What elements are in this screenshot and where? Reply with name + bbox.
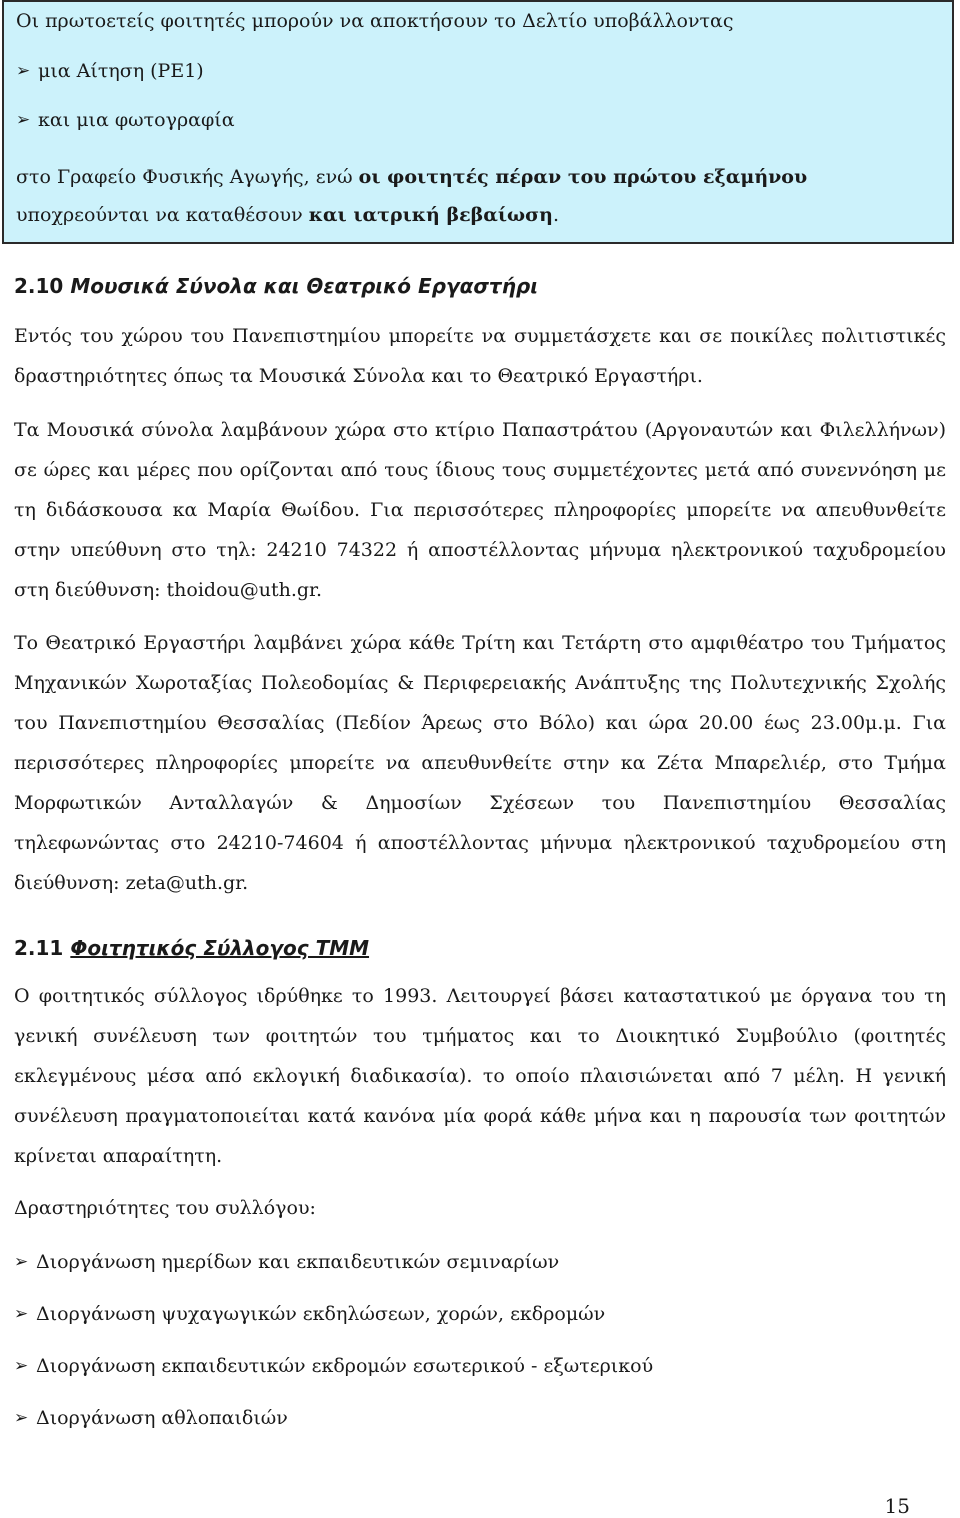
section-title: Μουσικά Σύνολα και Θεατρικό Εργαστήρι (70, 274, 539, 298)
arrow-bullet-icon: ➢ (14, 1356, 29, 1376)
box-bullet-application (16, 60, 940, 82)
box-bullet-photo (16, 109, 940, 131)
arrow-bullet-icon: ➢ (16, 61, 31, 81)
list-item: ➢ Διοργάνωση ψυχαγωγικών εκδηλώσεων, χορών, εκδρομών (14, 1303, 606, 1325)
arrow-bullet-icon: ➢ (16, 110, 31, 130)
box-closing: στο Γραφείο Φυσικής Αγωγής, ενώ οι φοιτητές πέραν του πρώτου εξαμήνου υποχρεούνται να καταθέσουν και ιατρική βεβαίωση. (16, 166, 808, 226)
box-closing-bold: οι φοιτητές πέραν του πρώτου εξαμήνου (358, 166, 808, 188)
list-item: ➢ Διοργάνωση αθλοπαιδιών (14, 1407, 288, 1429)
paragraph: Το Θεατρικό Εργαστήρι λαμβάνει χώρα κάθε Τρίτη και Τετάρτη στο αμφιθέατρο του Τμήματος Μηχανικών Χωροταξίας Πολεοδομίας & Περιφερειακής Ανάπτυξης της Πολυτεχνικής Σχολής του Πανεπιστημίου Θεσσαλίας (Πεδίον Άρεως στο Βόλο) και ώρα 20.00 έως 23.00μ.μ. Για περισσότερες πληροφορίες μπορείτε να απευθυνθείτε στην κα Ζέτα Μπαρελιέρ, στο Τμήμα Μορφωτικών Ανταλλαγών & Δημοσίων Σχέσεων του Πανεπιστημίου Θεσσαλίας τηλεφωνώντας στο 24210-74604 ή αποστέλλοντας μήνυμα ηλεκτρονικού ταχυδρομείου στη διεύθυνση: zeta@uth.gr. (14, 632, 946, 894)
section-heading-2-11 (14, 936, 369, 960)
activities-label: Δραστηριότητες του συλλόγου: (14, 1197, 316, 1219)
section-title: Φοιτητικός Σύλλογος ΤΜΜ (70, 936, 370, 960)
box-bullet-text: μια Αίτηση (PE1) (38, 60, 204, 82)
page-number: 15 (884, 1494, 910, 1518)
section-heading-2-10 (14, 274, 538, 298)
box-closing-bold: και ιατρική βεβαίωση (308, 204, 553, 226)
paragraph: Τα Μουσικά σύνολα λαμβάνουν χώρα στο κτίριο Παπαστράτου (Αργοναυτών και Φιλελλήνων) σε ώρες και μέρες που ορίζονται από τους ίδιους τους συμμετέχοντες μετά από συνεννόηση με τη διδάσκουσα κα Μαρία Θωίδου. Για περισσότερες πληροφορίες μπορείτε να απευθυνθείτε στην υπεύθυνη στο τηλ: 24210 74322 ή αποστέλλοντας μήνυμα ηλεκτρονικού ταχυδρομείου στη διεύθυνση: thoidou@uth.gr. (14, 419, 946, 601)
highlight-box (2, 0, 954, 244)
arrow-bullet-icon: ➢ (14, 1304, 29, 1324)
activities-list (14, 1236, 653, 1444)
box-intro: Οι πρωτοετείς φοιτητές μπορούν να αποκτήσουν το Δελτίο υποβάλλοντας (16, 10, 734, 32)
list-item: ➢ Διοργάνωση ημερίδων και εκπαιδευτικών σεμιναρίων (14, 1251, 560, 1273)
paragraph: Εντός του χώρου του Πανεπιστημίου μπορείτε να συμμετάσχετε και σε ποικίλες πολιτιστικές δραστηριότητες όπως τα Μουσικά Σύνολα και το Θεατρικό Εργαστήρι. (14, 325, 946, 387)
box-bullet-text: και μια φωτογραφία (38, 109, 235, 131)
section-number: 2.11 (14, 936, 64, 960)
arrow-bullet-icon: ➢ (14, 1252, 29, 1272)
paragraph: Ο φοιτητικός σύλλογος ιδρύθηκε το 1993. Λειτουργεί βάσει καταστατικού με όργανα του τη γενική συνέλευση των φοιτητών του τμήματος και το Διοικητικό Συμβούλιο (φοιτητές εκλεγμένους μέσα από εκλογική διαδικασία). το οποίο πλαισιώνεται από 7 μέλη. Η γενική συνέλευση πραγματοποιείται κατά κανόνα μία φορά κάθε μήνα και η παρουσία των φοιτητών κρίνεται απαραίτητη. (14, 985, 946, 1167)
arrow-bullet-icon: ➢ (14, 1408, 29, 1428)
section-number: 2.10 (14, 274, 64, 298)
list-item: ➢ Διοργάνωση εκπαιδευτικών εκδρομών εσωτερικού - εξωτερικού (14, 1355, 654, 1377)
